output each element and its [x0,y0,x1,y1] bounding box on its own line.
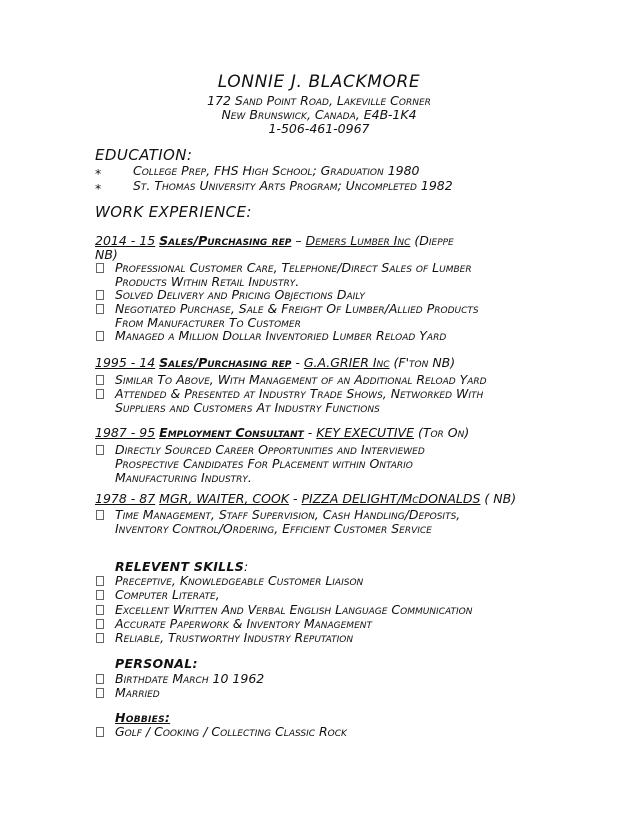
education-heading: EDUCATION: [95,146,193,164]
list-item: Golf / Cooking / Collecting Classic Rock [115,724,347,739]
job-dates: 1978 - 87 [95,491,156,506]
education-marker: * [95,181,102,196]
checkbox-bullet-icon [96,633,104,646]
bullet-line: Prospective Candidates For Placement within Ontario [115,456,413,471]
work-experience-heading: WORK EXPERIENCE: [95,203,252,221]
bullet-line: Inventory Control/Ordering, Efficient Customer Service [115,521,432,536]
job-dates: 2014 - 15 [95,233,156,248]
checkbox-bullet-icon [96,263,104,276]
list-item: Excellent Written And Verbal English Language Communication [115,602,473,617]
checkbox-bullet-icon [96,510,104,523]
job-title: Sales/Purchasing rep [159,233,292,248]
checkbox-bullet-icon [96,590,104,603]
job-company: PIZZA DELIGHT/McDONALDS [301,491,481,506]
resume-name: LONNIE J. BLACKMORE [217,72,421,92]
job-separator: - [289,491,302,506]
job-title: Employment Consultant [159,425,304,440]
checkbox-bullet-icon [96,331,104,344]
job-header [95,355,455,370]
list-item: Married [115,685,160,700]
bullet-line: From Manufacturer To Customer [115,315,301,330]
job-company: KEY EXECUTIVE [316,425,414,440]
personal-heading: PERSONAL: [115,656,198,671]
checkbox-bullet-icon [96,619,104,632]
bullet-line: Products Within Retail Industry. [115,274,300,289]
job-separator: - [303,425,317,440]
job-separator: – [291,233,306,248]
job-location-cont: NB) [95,247,118,262]
education-item: College Prep, FHS High School; Graduation 1980 [133,163,420,178]
list-item [115,261,472,289]
list-item: Birthdate March 10 1962 [115,671,265,686]
job-title: MGR, WAITER, COOK [159,491,290,506]
checkbox-bullet-icon [96,727,104,740]
checkbox-bullet-icon [96,389,104,402]
education-item: St. Thomas University Arts Program; Uncompleted 1982 [133,178,453,193]
job-company: Demers Lumber Inc [305,233,411,248]
phone-number: 1-506-461-0967 [268,121,370,136]
checkbox-bullet-icon [96,290,104,303]
checkbox-bullet-icon [96,375,104,388]
skills-heading [115,559,249,574]
list-item: Preceptive, Knowledgeable Customer Liaison [115,573,364,588]
list-item [115,443,425,485]
job-dates: 1995 - 14 [95,355,156,370]
job-dates: 1987 - 95 [95,425,156,440]
list-item [115,288,365,302]
bullet-line: Suppliers and Customers At Industry Functions [115,400,380,415]
bullet-line: Time Management, Staff Supervision, Cash Handling/Deposits, [115,507,461,522]
bullet-line: Attended & Presented at Industry Trade Shows, Networked With [115,386,484,401]
bullet-line: Professional Customer Care, Telephone/Direct Sales of Lumber [115,260,472,275]
checkbox-bullet-icon [96,445,104,458]
bullet-line: Negotiated Purchase, Sale & Freight Of Lumber/Allied Products [115,301,479,316]
job-location: ( NB) [480,491,517,506]
skills-heading-text: RELEVENT SKILLS [115,559,244,574]
job-header [95,425,469,440]
bullet-line: Solved Delivery and Pricing Objections Daily [115,287,365,302]
checkbox-bullet-icon [96,674,104,687]
hobbies-heading: Hobbies: [115,710,171,725]
checkbox-bullet-icon [96,576,104,589]
job-separator: - [291,355,304,370]
job-location: (Tor On) [413,425,470,440]
list-item [115,387,483,415]
list-item: Computer Literate, [115,587,220,602]
checkbox-bullet-icon [96,304,104,317]
bullet-line: Directly Sourced Career Opportunities and Interviewed [115,442,425,457]
education-marker: * [95,166,102,181]
job-header [95,233,454,248]
address-line-1: 172 Sand Point Road, Lakeville Corner [207,93,431,108]
checkbox-bullet-icon [96,688,104,701]
job-location: (Dieppe [410,233,454,248]
bullet-line: Similar To Above, With Management of an Additional Reload Yard [115,372,487,387]
address-line-2: New Brunswick, Canada, E4B-1K4 [221,107,417,122]
job-location: (F'ton NB) [389,355,456,370]
list-item: Accurate Paperwork & Inventory Management [115,616,372,631]
bullet-line: Managed a Million Dollar Inventoried Lumber Reload Yard [115,328,447,343]
job-company: G.A.GRIER Inc [303,355,390,370]
skills-heading-colon: : [244,559,249,574]
list-item: Reliable, Trustworthy Industry Reputation [115,630,354,645]
checkbox-bullet-icon [96,605,104,618]
job-header [95,491,516,506]
list-item [115,329,446,343]
list-item [115,373,487,387]
list-item [115,508,460,536]
bullet-line: Manufacturing Industry. [115,470,252,485]
list-item [115,302,479,330]
job-title: Sales/Purchasing rep [159,355,292,370]
